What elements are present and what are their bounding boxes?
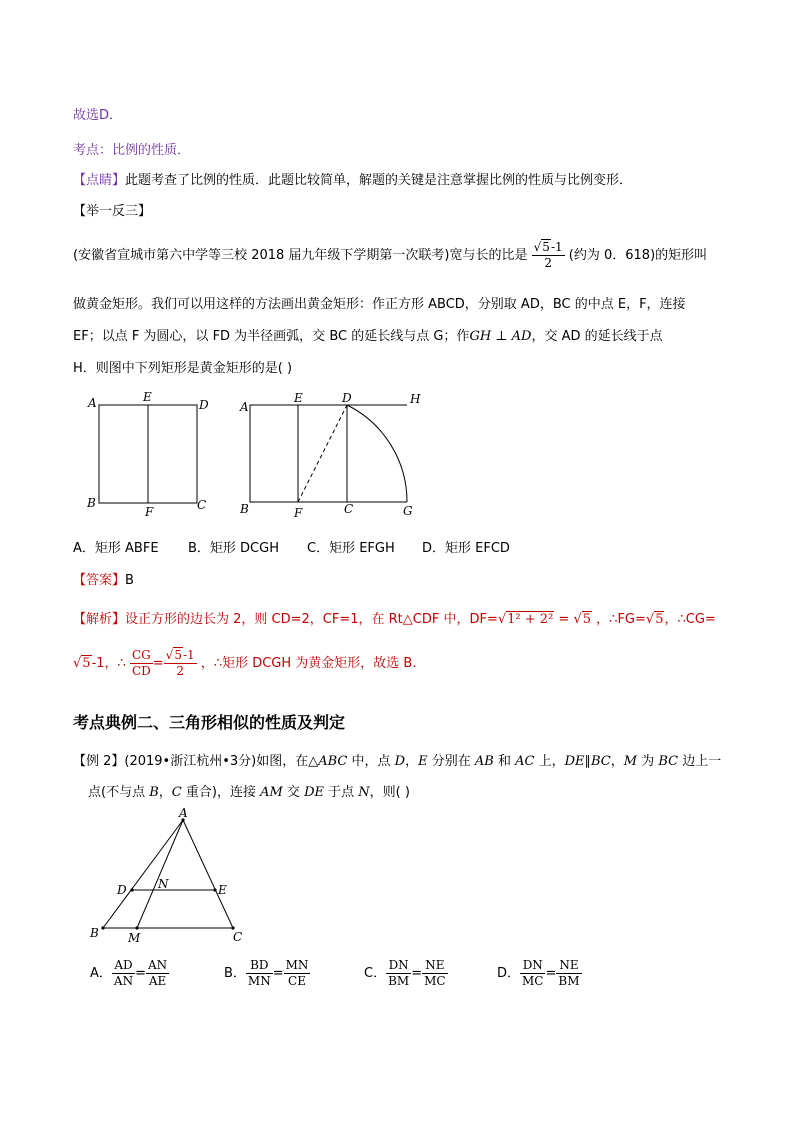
opt-b-n1: BD xyxy=(246,959,273,974)
parallel-sign: ∥ xyxy=(584,754,591,769)
fig1-label-e: E xyxy=(143,390,152,404)
seg-bc: BC xyxy=(591,754,611,769)
tri-label-n: N xyxy=(158,877,169,891)
fig2-label-h: H xyxy=(410,392,421,406)
tri-label-c: C xyxy=(233,930,243,944)
juyi-label: 【举一反三】 xyxy=(73,204,152,219)
pt-m: M xyxy=(623,754,638,769)
opt-d-d1: MC xyxy=(522,974,544,988)
df-equals: = xyxy=(554,612,574,627)
fig2-label-f: F xyxy=(294,506,303,520)
triangle-figure xyxy=(82,808,262,948)
analysis-text: 设正方形的边长为 2，则 CD=2，CF=1，在 Rt△CDF 中，DF= xyxy=(125,612,498,627)
fig2-label-a: A xyxy=(240,400,249,414)
opt-a-letter: A． xyxy=(90,966,112,981)
opt-d-letter: D． xyxy=(497,966,521,981)
opt-a-n1: AD xyxy=(112,959,135,974)
opt-c-letter: C． xyxy=(364,966,387,981)
section-title: 考点典例二、三角形相似的性质及判定 xyxy=(73,713,346,732)
tri-label-b: B xyxy=(90,926,99,940)
golden-ratio-denominator: 2 xyxy=(544,256,552,270)
golden-ratio-fraction: $\frac{√5-1}{2}$ xyxy=(533,239,563,270)
choose-d-line: 故选D． xyxy=(73,108,123,123)
example2-line1 xyxy=(73,750,721,769)
dianjing-label: 【点睛】 xyxy=(73,173,126,188)
problem1-line4: H．则图中下列矩形是黄金矩形的是( ) xyxy=(73,361,293,376)
fig1-label-a: A xyxy=(88,396,97,410)
u5: 于点 xyxy=(323,785,359,800)
opt-d-eq: = xyxy=(545,966,557,981)
seg-am: AM xyxy=(260,785,283,800)
tri-label-e: E xyxy=(218,883,227,897)
opt-b-n2: MN xyxy=(284,959,311,974)
example2-line2 xyxy=(88,781,410,800)
problem1-option-a: A．矩形 ABFE xyxy=(73,541,159,556)
kaodian-text: 比例的性质． xyxy=(112,143,191,158)
tri-label-m: M xyxy=(128,931,141,945)
golden-ratio-radicand: 5 xyxy=(542,239,550,254)
fig2-label-g: G xyxy=(403,504,413,518)
fig1-label-c: C xyxy=(197,498,207,512)
square-figure xyxy=(86,390,209,519)
result-minus: -1 xyxy=(182,647,195,662)
tri-label-a: A xyxy=(179,808,188,820)
pt-d: D xyxy=(394,754,406,769)
opt-c-eq: = xyxy=(411,966,423,981)
answer-value: B xyxy=(125,573,134,588)
t8: 边上一 xyxy=(678,754,722,769)
opt-d-d2: BM xyxy=(558,974,580,988)
cg-value-radicand: 5 xyxy=(82,656,91,671)
fig1-label-f: F xyxy=(145,505,154,519)
pt-b: B xyxy=(149,785,159,800)
t1: 中，点 xyxy=(347,754,395,769)
problem1-line1 xyxy=(73,239,707,273)
opt-a-eq: = xyxy=(135,966,146,981)
answer-label: 【答案】 xyxy=(73,573,126,588)
golden-construction-figure xyxy=(239,391,421,520)
df-value-radicand: 5 xyxy=(582,612,592,627)
u4: 交 xyxy=(282,785,305,800)
problem1-analysis-line1 xyxy=(73,608,716,627)
seg-de-2: DE xyxy=(304,785,324,800)
u3: 重合)，连接 xyxy=(181,785,261,800)
example2-source: (2019•浙江杭州•3分)如图，在△ xyxy=(124,754,319,769)
kaodian-line xyxy=(73,139,190,158)
fg-value-radicand: 5 xyxy=(655,612,664,627)
golden-ratio-minus: -1 xyxy=(550,239,563,254)
df-radicand: 1² + 2² xyxy=(507,612,554,627)
df-sqrt: √1² + 2² xyxy=(497,612,554,627)
problem1-line3-text: EF；以点 F 为圆心，以 FD 为半径画弧，交 BC 的延长线与点 G；作 xyxy=(73,329,470,344)
fig2-label-e: E xyxy=(294,391,303,405)
tri-label-d: D xyxy=(117,883,127,897)
opt-b-d1: MN xyxy=(247,974,271,988)
result-denominator: 2 xyxy=(176,664,184,678)
problem1-line3 xyxy=(73,325,663,344)
analysis-label: 【解析】 xyxy=(73,612,126,627)
u1: 点(不与点 xyxy=(88,785,150,800)
t7: 为 xyxy=(637,754,659,769)
result-radicand: 5 xyxy=(174,647,182,662)
opt-a-d2: AE xyxy=(148,974,167,988)
cg-numerator: CG xyxy=(130,649,153,664)
problem1-option-b: B．矩形 DCGH xyxy=(188,541,279,556)
fig2-label-d: D xyxy=(342,391,352,405)
fig2-label-b: B xyxy=(240,502,249,516)
seg-ac: AC xyxy=(515,754,535,769)
opt-c-d1: BM xyxy=(388,974,410,988)
opt-d-n1: DN xyxy=(520,959,545,974)
u2: ， xyxy=(158,785,172,800)
example2-option-a xyxy=(90,957,169,991)
kaodian-label: 考点： xyxy=(73,143,113,158)
seg-bc-2: BC xyxy=(658,754,679,769)
opt-b-d2: CE xyxy=(288,974,306,988)
pt-c: C xyxy=(171,785,182,800)
fig1-label-d: D xyxy=(199,398,209,412)
opt-c-n1: DN xyxy=(386,959,411,974)
cg-text: ，∴CG= xyxy=(664,612,716,627)
cg-minus-one: -1，∴ xyxy=(91,656,126,671)
problem1-option-d: D．矩形 EFCD xyxy=(422,541,510,556)
opt-b-letter: B． xyxy=(224,966,246,981)
opt-b-eq: = xyxy=(272,966,284,981)
example2-option-b xyxy=(224,957,310,991)
seg-ab: AB xyxy=(474,754,494,769)
gh-perp-ad: GH ⊥ AD xyxy=(469,329,532,344)
t4: 和 xyxy=(493,754,516,769)
seg-de: DE xyxy=(564,754,585,769)
opt-a-d1: AN xyxy=(113,974,134,988)
cd-denominator: CD xyxy=(131,664,151,678)
opt-c-d2: MC xyxy=(424,974,446,988)
problem1-line2: 做黄金矩形。我们可以用这样的方法画出黄金矩形：作正方形 ABCD，分别取 AD，BC 的中点 E，F，连接 xyxy=(73,297,686,312)
cg-over-cd xyxy=(130,649,153,678)
df-value: √5 xyxy=(573,612,592,627)
opt-c-n2: NE xyxy=(422,959,447,974)
u6: ，则( ) xyxy=(369,785,410,800)
dianjing-text: 此题考查了比例的性质．此题比较简单，解题的关键是注意掌握比例的性质与比例变形． xyxy=(125,173,633,188)
problem1-line3-tail: ，交 AD 的延长线于点 xyxy=(531,329,663,344)
golden-ratio-approx: (约为 0．618)的矩形叫 xyxy=(568,248,708,263)
dianjing-line xyxy=(73,169,632,188)
fig2-label-c: C xyxy=(344,502,354,516)
opt-d-n2: NE xyxy=(556,959,581,974)
fg-value: √5 xyxy=(645,612,664,627)
t6: ， xyxy=(610,754,624,769)
t3: 分别在 xyxy=(427,754,475,769)
tri-abc: ABC xyxy=(318,754,348,769)
problem1-analysis-line2 xyxy=(73,647,416,681)
problem1-option-c: C．矩形 EFGH xyxy=(307,541,395,556)
pt-e: E xyxy=(418,754,428,769)
fig1-label-b: B xyxy=(87,496,96,510)
golden-rectangle-figures xyxy=(80,388,440,520)
problem1-answer xyxy=(73,569,134,588)
analysis-conclusion: ，∴矩形 DCGH 为黄金矩形，故选 B. xyxy=(200,656,417,671)
t5: 上， xyxy=(534,754,565,769)
example2-option-d xyxy=(497,957,582,991)
cg-cd-equals: = xyxy=(152,656,164,671)
pt-n: N xyxy=(358,785,370,800)
t2: ， xyxy=(405,754,419,769)
cg-cd-result: $\frac{√5-1}{2}$ xyxy=(165,647,195,678)
opt-a-n2: AN xyxy=(146,959,169,974)
example2-option-c xyxy=(364,957,448,991)
fg-text: ，∴FG= xyxy=(596,612,646,627)
cg-value: √5 xyxy=(73,656,91,671)
problem1-source: (安徽省宣城市第六中学等三校 2018 届九年级下学期第一次联考)宽与长的比是 xyxy=(73,248,528,263)
example2-label: 【例 2】 xyxy=(73,754,125,769)
